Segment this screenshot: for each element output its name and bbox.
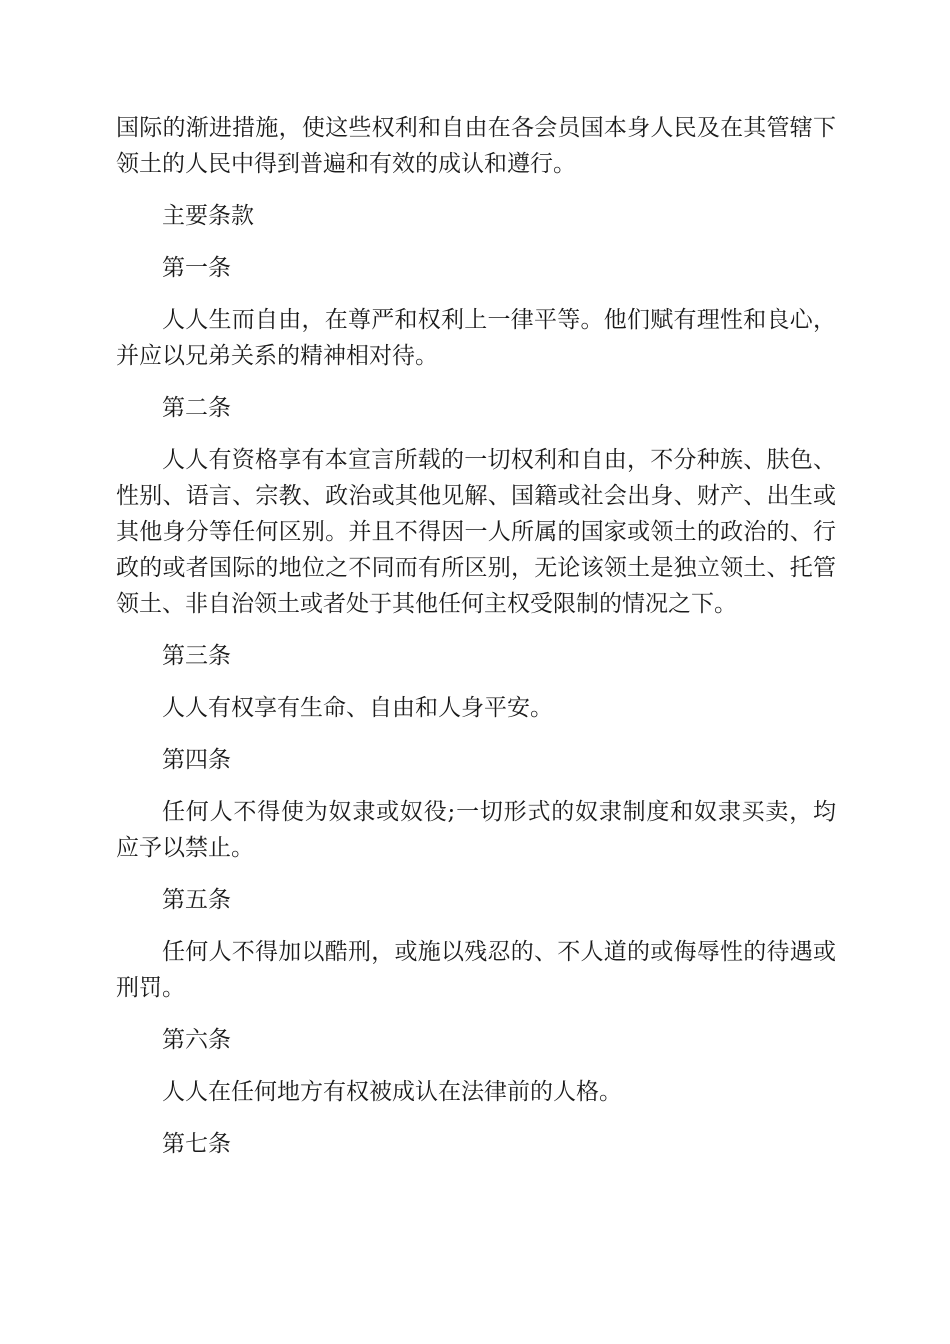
- article-heading-7: 第七条: [162, 1131, 231, 1157]
- document-body: [116, 110, 836, 1162]
- article-text-2: 人人有资格享有本宣言所载的一切权利和自由，不分种族、肤色、性别、语言、宗教、政治或其他见解、国籍或社会出身、财产、出生或其他身分等任何区别。并且不得因一人所属的国家或领土的政治的、行政的或者国际的地位之不同而有所区别，无论该领土是独立领土、托管领土、非自治领土或者处于其他任何主权受限制的情况之下。: [116, 447, 836, 617]
- article-text-1: 人人生而自由，在尊严和权利上一律平等。他们赋有理性和良心，并应以兄弟关系的精神相对待。: [116, 307, 836, 369]
- paragraph-preamble-continuation: 国际的渐进措施，使这些权利和自由在各会员国本身人民及在其管辖下领土的人民中得到普遍和有效的成认和遵行。: [116, 115, 836, 177]
- article-text-4: 任何人不得使为奴隶或奴役;一切形式的奴隶制度和奴隶买卖，均应予以禁止。: [116, 799, 836, 861]
- article-text-6: 人人在任何地方有权被成认在法律前的人格。: [162, 1079, 622, 1105]
- section-heading-main-provisions: 主要条款: [162, 203, 254, 229]
- article-heading-3: 第三条: [162, 643, 231, 669]
- article-text-5: 任何人不得加以酷刑，或施以残忍的、不人道的或侮辱性的待遇或刑罚。: [116, 939, 836, 1001]
- article-heading-5: 第五条: [162, 887, 231, 913]
- article-heading-1: 第一条: [162, 255, 231, 281]
- article-text-3: 人人有权享有生命、自由和人身平安。: [162, 695, 553, 721]
- article-heading-4: 第四条: [162, 747, 231, 773]
- article-heading-2: 第二条: [162, 395, 231, 421]
- article-heading-6: 第六条: [162, 1027, 231, 1053]
